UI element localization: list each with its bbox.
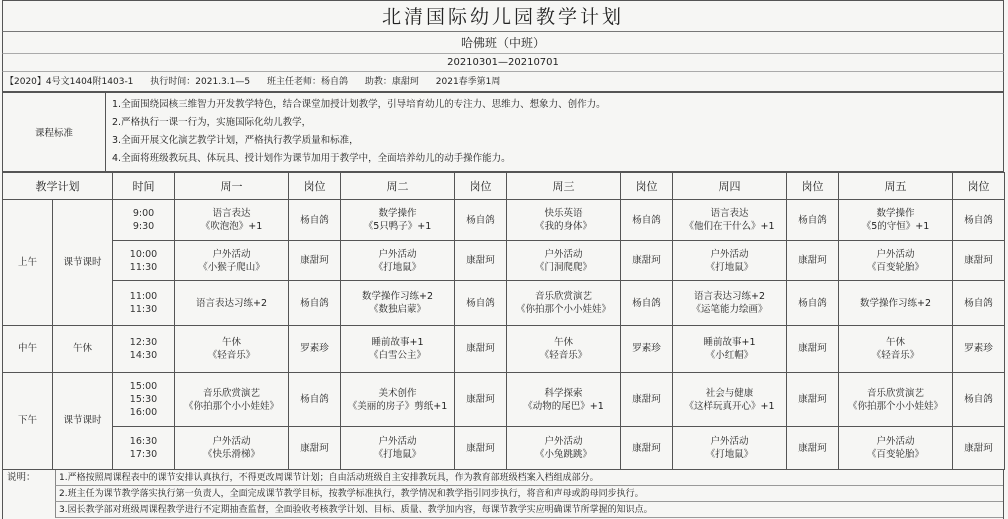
time-value: 9:30	[132, 221, 155, 233]
lesson-topic: 《快乐滑梯》	[202, 449, 260, 461]
lesson-course: 户外活动	[876, 436, 915, 448]
lesson-topic: 《打地鼠》	[373, 449, 422, 461]
teacher-cell: 杨自鸽	[953, 200, 1005, 241]
friday-header: 周五	[839, 173, 953, 200]
time-value: 16:30	[129, 436, 158, 448]
schedule-row	[3, 200, 1005, 241]
teacher-cell: 杨自鸽	[289, 200, 341, 241]
meta-row	[2, 72, 1004, 92]
teacher-cell: 杨自鸽	[787, 281, 839, 326]
wednesday-header: 周三	[507, 173, 621, 200]
lesson-course: 午休	[221, 336, 241, 348]
class-name: 哈佛班（中班）	[2, 32, 1004, 54]
lesson-cell	[341, 240, 455, 281]
time-value: 10:00	[129, 248, 158, 260]
lesson-topic: 《小猴子爬山》	[198, 261, 265, 273]
standards-label: 课程标准	[3, 93, 106, 172]
standard-line: 4.全面将班级教玩具、体玩具、授计划作为课节加用于教学中，全面培养幼儿的动手操作能力。	[112, 153, 511, 164]
lesson-cell	[839, 372, 953, 427]
standard-line: 3.全面开展文化演艺教学计划，严格执行教学质量和标准，	[112, 135, 359, 146]
teacher-cell: 康甜珂	[787, 326, 839, 373]
time-value: 11:30	[129, 304, 158, 316]
teacher-cell: 罗素珍	[289, 326, 341, 373]
teacher-cell: 康甜珂	[621, 372, 673, 427]
lesson-course: 音乐欣赏演艺	[202, 387, 260, 399]
doc-number: 【2020】4号文1404附1403-1	[5, 77, 134, 87]
lesson-course: 户外活动	[710, 436, 749, 448]
time-header: 时间	[113, 173, 175, 200]
lesson-cell	[839, 427, 953, 470]
course-standards	[2, 92, 1004, 172]
time-cell	[113, 372, 175, 427]
lesson-cell	[673, 281, 787, 326]
lesson-cell	[175, 281, 289, 326]
lesson-cell	[341, 281, 455, 326]
thursday-header: 周四	[673, 173, 787, 200]
date-range: 20210301—20210701	[2, 54, 1004, 72]
lesson-topic: 《美丽的房子》剪纸+1	[347, 400, 448, 412]
teacher-cell: 罗素珍	[953, 326, 1005, 373]
lesson-course: 科学探索	[544, 387, 583, 399]
lesson-cell	[175, 427, 289, 470]
lesson-cell	[673, 372, 787, 427]
teacher-cell: 康甜珂	[621, 427, 673, 470]
lesson-cell	[673, 200, 787, 241]
lesson-topic: 《我的身体》	[534, 221, 592, 233]
lesson-topic: 《百变轮胎》	[866, 449, 924, 461]
lesson-cell	[175, 240, 289, 281]
lesson-cell	[175, 372, 289, 427]
session-label: 课节课时	[53, 200, 113, 326]
lesson-cell	[507, 281, 621, 326]
lesson-topic: 《轻音乐》	[207, 349, 256, 361]
lesson-topic: 《吹泡泡》+1	[200, 221, 263, 233]
lesson-topic: 《他们在干什么》+1	[684, 221, 775, 233]
lesson-topic: 《小兔跳跳》	[534, 449, 592, 461]
standard-line: 1.全面围绕园核三维智力开发教学特色，结合课堂加授计划教学，引导培育幼儿的专注力、思维力、想象力、创作力。	[112, 99, 606, 110]
lesson-course: 户外活动	[212, 248, 251, 260]
lesson-course: 音乐欣赏演艺	[534, 291, 592, 303]
teacher-cell: 杨自鸽	[289, 281, 341, 326]
lesson-cell	[341, 200, 455, 241]
lesson-course: 午休	[885, 336, 905, 348]
lesson-topic: 《打地鼠》	[705, 449, 754, 461]
post-header: 岗位	[953, 173, 1005, 200]
lesson-cell	[839, 281, 953, 326]
schedule-row	[3, 427, 1005, 470]
weekly-schedule-table	[2, 172, 1005, 470]
teacher-cell: 康甜珂	[455, 326, 507, 373]
assistant: 助教：康甜珂	[364, 77, 419, 87]
lesson-course: 睡前故事+1	[371, 336, 424, 348]
teacher-cell: 康甜珂	[621, 240, 673, 281]
lesson-cell	[507, 200, 621, 241]
lesson-cell	[839, 240, 953, 281]
plan-title: 北清国际幼儿园教学计划	[2, 0, 1004, 32]
post-header: 岗位	[289, 173, 341, 200]
teacher-cell: 杨自鸽	[953, 281, 1005, 326]
time-value: 11:00	[129, 291, 158, 303]
schedule-row	[3, 240, 1005, 281]
lesson-course: 睡前故事+1	[703, 336, 756, 348]
teacher-cell: 杨自鸽	[455, 281, 507, 326]
lesson-course: 语言表达	[212, 208, 251, 220]
lesson-topic: 《5的守恒》+1	[861, 221, 930, 233]
teacher-cell: 杨自鸽	[621, 200, 673, 241]
lesson-topic: 《轻音乐》	[871, 349, 920, 361]
teacher-cell: 杨自鸽	[455, 200, 507, 241]
lesson-cell	[673, 240, 787, 281]
lesson-topic: 语言表达习练+2	[195, 297, 267, 309]
time-value: 15:00	[129, 381, 158, 393]
notes-section	[2, 470, 1004, 519]
time-value: 14:30	[129, 349, 158, 361]
lesson-cell	[507, 427, 621, 470]
teacher-cell: 罗素珍	[621, 326, 673, 373]
lesson-topic: 《白雪公主》	[368, 349, 426, 361]
lesson-topic: 数学操作习练+2	[859, 297, 931, 309]
teacher-cell: 杨自鸽	[953, 372, 1005, 427]
time-value: 17:30	[129, 449, 158, 461]
period-label: 中午	[3, 326, 53, 373]
lesson-topic: 《你拍那个小小娃娃》	[515, 304, 611, 316]
teacher-cell: 康甜珂	[289, 427, 341, 470]
time-value: 9:00	[132, 208, 155, 220]
lesson-cell	[673, 326, 787, 373]
lesson-cell	[839, 326, 953, 373]
notes-label: 说明：	[7, 472, 36, 483]
time-value: 15:30	[129, 394, 158, 406]
teacher-cell: 康甜珂	[455, 240, 507, 281]
session-label: 午休	[53, 326, 113, 373]
post-header: 岗位	[455, 173, 507, 200]
head-teacher: 班主任老师：杨自鸽	[266, 77, 348, 87]
lesson-course: 音乐欣赏演艺	[866, 387, 924, 399]
lesson-course: 语言表达习练+2	[693, 291, 765, 303]
time-value: 16:00	[129, 407, 158, 419]
time-cell	[113, 427, 175, 470]
lesson-cell	[175, 200, 289, 241]
lesson-topic: 《5只鸭子》+1	[363, 221, 432, 233]
teacher-cell: 康甜珂	[787, 427, 839, 470]
time-value: 12:30	[129, 336, 158, 348]
schedule-header-row	[3, 173, 1005, 200]
time-value: 11:30	[129, 261, 158, 273]
teacher-cell: 康甜珂	[953, 240, 1005, 281]
lesson-topic: 《小红帽》	[705, 349, 754, 361]
lesson-topic: 《动物的尾巴》+1	[523, 400, 604, 412]
lesson-cell	[507, 372, 621, 427]
lesson-cell	[341, 372, 455, 427]
lesson-course: 数学操作习练+2	[361, 291, 433, 303]
lesson-topic: 《运笔能力绘画》	[691, 304, 768, 316]
standard-line: 2.严格执行一课一行为，实施国际化幼儿教学，	[112, 117, 312, 128]
teacher-cell: 康甜珂	[455, 372, 507, 427]
period-label: 下午	[3, 372, 53, 469]
lesson-topic: 《轻音乐》	[539, 349, 588, 361]
teacher-cell: 杨自鸽	[289, 372, 341, 427]
lesson-cell	[507, 326, 621, 373]
lesson-topic: 《门洞爬爬》	[534, 261, 592, 273]
time-cell	[113, 240, 175, 281]
lesson-course: 快乐英语	[544, 208, 583, 220]
schedule-row	[3, 281, 1005, 326]
teacher-cell: 杨自鸽	[621, 281, 673, 326]
teacher-cell: 杨自鸽	[787, 200, 839, 241]
lesson-topic: 《打地鼠》	[705, 261, 754, 273]
lesson-cell	[507, 240, 621, 281]
teacher-cell: 康甜珂	[787, 372, 839, 427]
note-line: 3.园长教学部对班级周课程教学进行不定期抽查监督，全面验收考核教学计划、目标、质量、教学加内容，每课节教学实应明确课节所掌握的知识点。	[55, 502, 1003, 518]
schedule-row	[3, 326, 1005, 373]
standards-lines	[106, 93, 1004, 172]
lesson-course: 午休	[553, 336, 573, 348]
note-line: 2.班主任为课节教学落实执行第一负责人，全面完成课节教学目标，按教学标准执行，教学情况和教学指引同步执行，将音和声母或韵母同步执行。	[55, 486, 1003, 502]
teacher-cell: 康甜珂	[289, 240, 341, 281]
lesson-topic: 《你拍那个小小娃娃》	[847, 400, 943, 412]
lesson-course: 户外活动	[544, 436, 583, 448]
lesson-course: 美术创作	[378, 387, 417, 399]
lesson-course: 语言表达	[710, 208, 749, 220]
note-line: 1.严格按照周课程表中的课节安排认真执行，不得更改周课节计划；自由活动班级自主安排教玩具，作为教育部班级档案入档组成部分。	[55, 470, 1003, 486]
time-cell	[113, 326, 175, 373]
lesson-topic: 《百变轮胎》	[866, 261, 924, 273]
lesson-cell	[341, 326, 455, 373]
lesson-course: 数学操作	[378, 208, 417, 220]
time-cell	[113, 281, 175, 326]
lesson-course: 户外活动	[378, 248, 417, 260]
lesson-cell	[839, 200, 953, 241]
term: 2021春季第1周	[435, 77, 501, 87]
session-label: 课节课时	[53, 372, 113, 469]
post-header: 岗位	[621, 173, 673, 200]
post-header: 岗位	[787, 173, 839, 200]
lesson-course: 户外活动	[378, 436, 417, 448]
tuesday-header: 周二	[341, 173, 455, 200]
time-cell	[113, 200, 175, 241]
lesson-cell	[175, 326, 289, 373]
lesson-topic: 《打地鼠》	[373, 261, 422, 273]
exec-time: 执行时间：2021.3.1—5	[150, 77, 251, 87]
lesson-course: 户外活动	[876, 248, 915, 260]
lesson-course: 户外活动	[710, 248, 749, 260]
teacher-cell: 康甜珂	[953, 427, 1005, 470]
lesson-cell	[341, 427, 455, 470]
lesson-course: 户外活动	[212, 436, 251, 448]
lesson-cell	[673, 427, 787, 470]
period-label: 上午	[3, 200, 53, 326]
plan-header: 教学计划	[3, 173, 113, 200]
schedule-row	[3, 372, 1005, 427]
monday-header: 周一	[175, 173, 289, 200]
lesson-course: 数学操作	[876, 208, 915, 220]
lesson-topic: 《这样玩真开心》+1	[684, 400, 775, 412]
lesson-topic: 《数独启蒙》	[368, 304, 426, 316]
teacher-cell: 康甜珂	[455, 427, 507, 470]
lesson-course: 户外活动	[544, 248, 583, 260]
lesson-topic: 《你拍那个小小娃娃》	[183, 400, 279, 412]
lesson-course: 社会与健康	[705, 387, 754, 399]
teacher-cell: 康甜珂	[787, 240, 839, 281]
